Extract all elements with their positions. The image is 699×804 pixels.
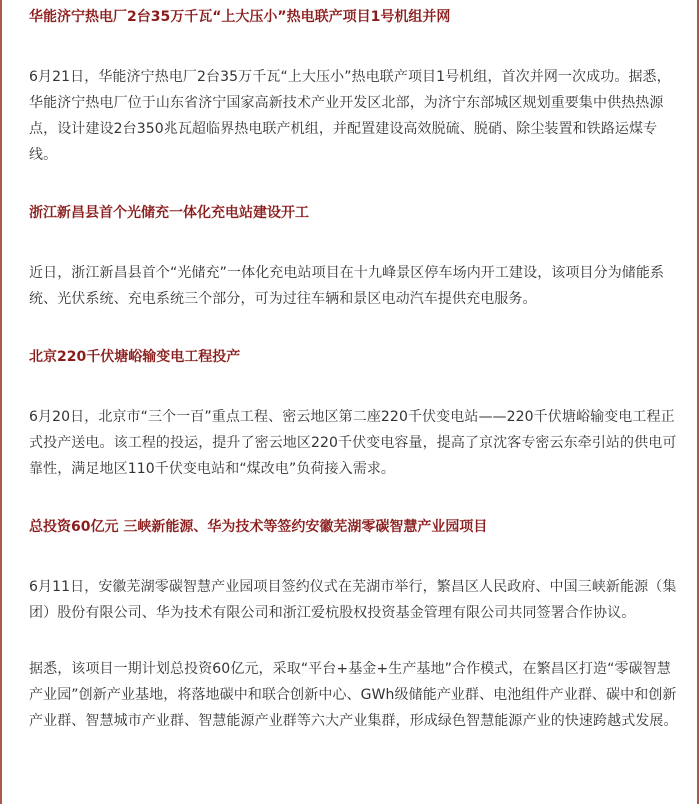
section-title: 浙江新昌县首个光储充一体化充电站建设开工: [29, 205, 309, 221]
section-paragraph: 6月21日，华能济宁热电厂2台35万千瓦“上大压小”热电联产项目1号机组，首次并网一次成功。据悉，华能济宁热电厂位于山东省济宁国家高新技术产业开发区北部，为济宁东部城区规划重要集中供热热源点，设计建设2台350兆瓦超临界热电联产机组，并配置建设高效脱硫、脱硝、除尘装置和铁路运煤专线。: [29, 69, 671, 163]
section-title: 总投资60亿元 三峡新能源、华为技术等签约安徽芜湖零碳智慧产业园项目: [29, 519, 488, 535]
section-paragraph: 6月20日，北京市“三个一百”重点工程、密云地区第二座220千伏变电站——220千伏塘峪输变电工程正式投产送电。该工程的投运，提升了密云地区220千伏变电容量，提高了京沈客专密云东牵引站的供电可靠性，满足地区110千伏变电站和“煤改电”负荷接入需求。: [29, 409, 677, 477]
news-section-3: [29, 347, 679, 482]
section-paragraph: 6月11日，安徽芜湖零碳智慧产业园项目签约仪式在芜湖市举行，繁昌区人民政府、中国三峡新能源（集团）股份有限公司、华为技术有限公司和浙江爱杭股权投资基金管理有限公司共同签署合作协议。: [29, 579, 677, 621]
section-title: 北京220千伏塘峪输变电工程投产: [29, 349, 241, 365]
section-title: 华能济宁热电厂2台35万千瓦“上大压小”热电联产项目1号机组并网: [29, 9, 451, 25]
news-section-1: [29, 0, 679, 168]
news-section-4: [29, 517, 679, 734]
section-paragraph: 近日，浙江新昌县首个“光储充”一体化充电站项目在十九峰景区停车场内开工建设，该项目分为储能系统、光伏系统、充电系统三个部分，可为过往车辆和景区电动汽车提供充电服务。: [29, 265, 665, 307]
news-section-2: [29, 203, 679, 312]
section-paragraph: 据悉，该项目一期计划总投资60亿元，采取“平台+基金+生产基地”合作模式，在繁昌区打造“零碳智慧产业园”创新产业基地，将落地碳中和联合创新中心、GWh级储能产业群、电池组件产业群、碳中和创新产业群、智慧城市产业群、智慧能源产业群等六大产业集群，形成绿色智慧能源产业的快速跨越式发展。: [29, 661, 678, 729]
